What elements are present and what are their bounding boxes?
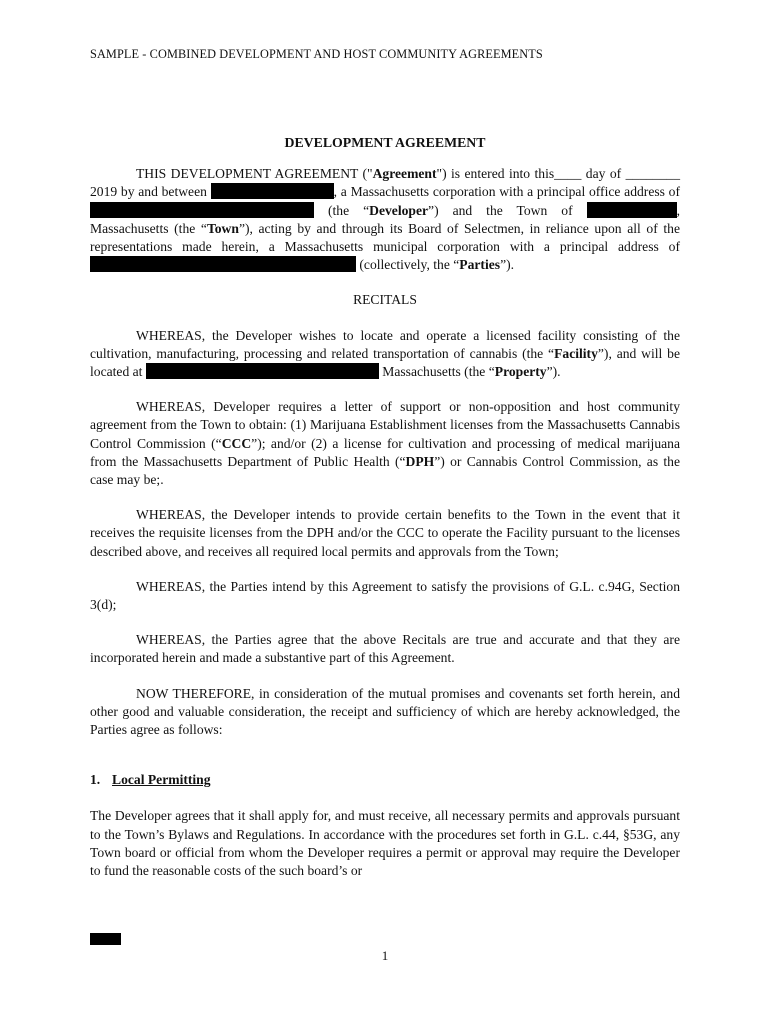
document-title: DEVELOPMENT AGREEMENT xyxy=(284,135,486,150)
page-number: 1 xyxy=(381,948,389,963)
document-body xyxy=(90,134,680,880)
recital-paragraph: WHEREAS, the Parties agree that the above Recitals are true and accurate and that they are incorporated herein and made a substantive part of this Agreement. xyxy=(90,632,680,666)
section-heading xyxy=(90,771,680,789)
recital-paragraph: WHEREAS, the Parties intend by this Agreement to satisfy the provisions of G.L. c.94G, Section 3(d); xyxy=(90,578,680,613)
redaction-box xyxy=(211,183,334,199)
intro-paragraph: THIS DEVELOPMENT AGREEMENT ("Agreement") is entered into this____ day of ________ 2019 by and between , a Massachusetts corporation with a principal office address of (the “Developer”) and the Town of , Massachusetts (the “Town”), acting by and through its Board of Selectmen, in reliance upon all of the representations made herein, a Massachusetts municipal corporation with a principal address of (collectively, the “Parties”). xyxy=(90,166,680,273)
redaction-box xyxy=(90,933,121,945)
redaction-box xyxy=(90,256,356,272)
section-title: Local Permitting xyxy=(112,772,211,788)
recitals-heading: RECITALS xyxy=(353,292,417,308)
recital-paragraph: WHEREAS, Developer requires a letter of support or non-opposition and host community agreement from the Town to obtain: (1) Marijuana Establishment licenses from the Massachusetts Cannabis Control Commission (“CCC”); and/or (2) a license for cultivation and processing of medical marijuana from the Massachusetts Department of Public Health (“DPH”) or Cannabis Control Commission, as the case may be;. xyxy=(90,399,681,488)
section-paragraph: The Developer agrees that it shall apply for, and must receive, all necessary permits and approvals pursuant to the Town’s Bylaws and Regulations. In accordance with the procedures set forth in G.L. c.44, §53G, any Town board or official from whom the Developer requires a permit or approval may require the Developer to fund the reasonable costs of the such board’s or xyxy=(90,808,680,879)
recital-paragraph: WHEREAS, the Developer intends to provide certain benefits to the Town in the event that it receives the requisite licenses from the DPH and/or the CCC to operate the Facility pursuant to the licenses described above, and receives all required local permits and approvals from the Town; xyxy=(90,507,680,559)
section-number: 1. xyxy=(90,772,101,788)
redaction-box xyxy=(587,202,677,218)
now-therefore-paragraph: NOW THEREFORE, in consideration of the mutual promises and covenants set forth herein, and other good and valuable consideration, the receipt and sufficiency of which are hereby acknowledged, the Parties agree as follows: xyxy=(90,685,680,738)
redaction-box xyxy=(146,363,379,379)
redaction-box xyxy=(90,202,314,218)
document-header: SAMPLE - COMBINED DEVELOPMENT AND HOST COMMUNITY AGREEMENTS xyxy=(90,47,543,61)
recital-paragraph: WHEREAS, the Developer wishes to locate and operate a licensed facility consisting of the cultivation, manufacturing, processing and related transportation of cannabis (the “Facility”), and will be located at Massachusetts (the “Property”). xyxy=(90,327,680,380)
